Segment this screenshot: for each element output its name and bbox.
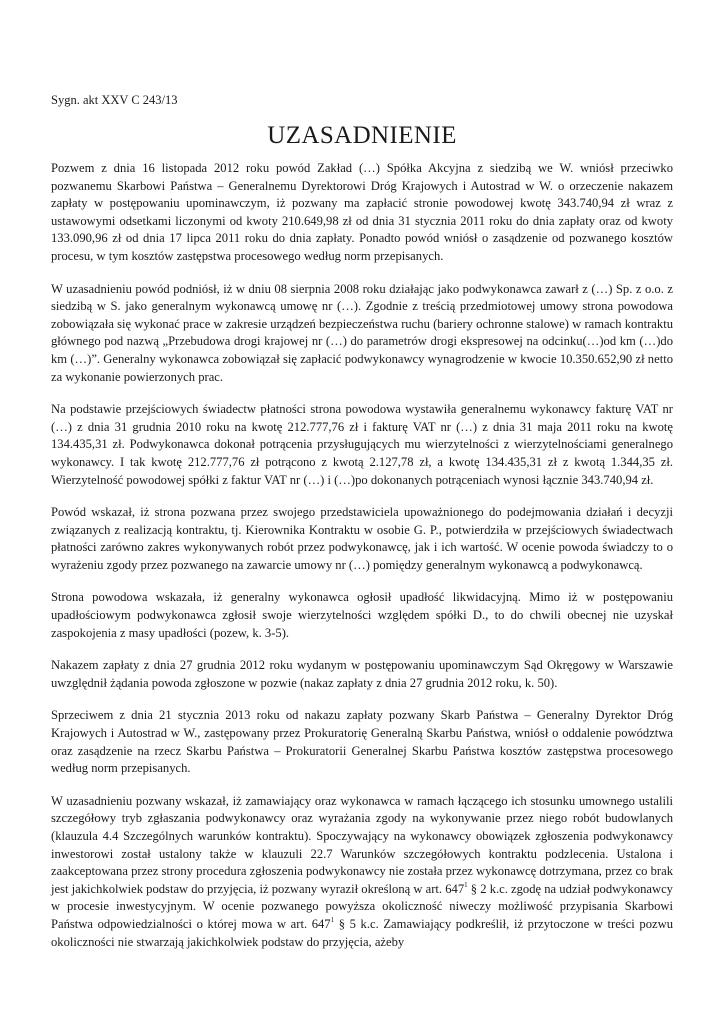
paragraph-5: Strona powodowa wskazała, iż generalny wykonawca ogłosił upadłość likwidacyjną. Mimo iż w postępowaniu upadłościowym podwykonawca zgłosił swoje wierzytelności względem spółki D., to do chwili obecnej nie uzyskał zaspokojenia z masy upadłości (pozew, k. 3-5). [51, 590, 673, 640]
paragraph-1: Pozwem z dnia 16 listopada 2012 roku powód Zakład (…) Spółka Akcyjna z siedzibą we W. wniósł przeciwko pozwanemu Skarbowi Państwa – Generalnemu Dyrektorowi Dróg Krajowych i Autostrad w W. o orzeczenie nakazem zapłaty w postępowaniu upominawczym, iż pozwany ma zapłacić stronie powodowej kwotę 343.740,94 zł wraz z ustawowymi odsetkami liczonymi od kwoty 210.649,98 zł od dnia 31 stycznia 2011 roku do dnia zapłaty oraz od kwoty 133.090,96 zł od dnia 17 lipca 2011 roku do dnia zapłaty. Ponadto powód wniósł o zasądzenie od pozwanego kosztów procesu, w tym kosztów zastępstwa procesowego według norm przepisanych. [51, 161, 673, 263]
paragraph-7: Sprzeciwem z dnia 21 stycznia 2013 roku od nakazu zapłaty pozwany Skarb Państwa – Generalny Dyrektor Dróg Krajowych i Autostrad w W., zastępowany przez Prokuratorię Generalną Skarbu Państwa, wniósł o oddalenie powództwa oraz zasądzenie na rzecz Skarbu Państwa – Prokuratorii Generalnej Skarbu Państwa kosztów zastępstwa procesowego według norm przepisanych. [51, 708, 673, 776]
document-title: UZASADNIENIE [267, 122, 457, 149]
paragraph-4: Powód wskazał, iż strona pozwana przez swojego przedstawiciela upoważnionego do podejmowania działań i decyzji związanych z realizacją kontraktu, tj. Kierownika Kontraktu w osobie G. P., potwierdziła w przejściowych świadectwach płatności zarówno zakres wykonywanych robót przez podwykonawcę, jak i ich wartość. W ocenie powoda świadczy to o wyrażeniu zgody przez pozwanego na zawarcie umowy nr (…) pomiędzy generalnym wykonawcą a podwykonawcą. [51, 505, 673, 572]
superscript-2: 1 [330, 915, 335, 924]
case-signature: Sygn. akt XXV C 243/13 [51, 93, 178, 107]
superscript-1: 1 [464, 880, 468, 889]
paragraph-3: Na podstawie przejściowych świadectw płatności strona powodowa wystawiła generalnemu wykonawcy fakturę VAT nr (…) z dnia 31 grudnia 2010 roku na kwotę 212.777,76 zł i fakturę VAT nr (…) z dnia 31 maja 2011 roku na kwotę 134.435,31 zł. Podwykonawca dokonał potrącenia przysługujących mu wierzytelności z wierzytelnościami generalnego wykonawcy. I tak kwotę 212.777,76 zł potrącono z kwotą 2.127,78 zł, a kwotę 134.435,31 zł z kwotą 1.344,35 zł. Wierzytelność powodowej spółki z faktur VAT nr (…) i (…)po dokonanych potrąceniach wynosi łącznie 343.740,94 zł. [51, 402, 673, 487]
paragraph-8-part-2: § 2 k.c. zgodę na udział podwykonawcy w procesie inwestycyjnym. W ocenie pozwanego powyższa okoliczność niweczy możliwość przypisania Skarbowi Państwa odpowiedzialności o której mowa w art. 647 [51, 881, 673, 931]
paragraph-6: Nakazem zapłaty z dnia 27 grudnia 2012 roku wydanym w postępowaniu upominawczym Sąd Okręgowy w Warszawie uwzględnił żądania powoda zgłoszone w pozwie (nakaz zapłaty z dnia 27 grudnia 2012 roku, k. 50). [51, 658, 673, 690]
paragraph-8 [51, 793, 673, 951]
document-page [51, 92, 673, 951]
paragraph-8-part-1: W uzasadnieniu pozwany wskazał, iż zamawiający oraz wykonawca w ramach łączącego ich stosunku umownego ustalili szczegółowy tryb zgłaszania podwykonawcy oraz wyrażania zgody na wykonywanie przez niego robót budowlanych (klauzula 4.4 Szczególnych warunków kontraktu). Spoczywający na wykonawcy obowiązek zgłoszenia podwykonawcy inwestorowi został ustalony także w klauzuli 22.7 Warunków szczegółowych kontraktu podzlecenia. Ustalona i zaakceptowana przez strony procedura zgłoszenia podwykonawcy nie została przez wykonawcę dotrzymana, przez co brak jest jakichkolwiek podstaw do przyjęcia, iż pozwany wyraził określoną w art. 647 [51, 793, 673, 896]
paragraph-8-part-3: § 5 k.c. Zamawiający podkreślił, iż przytoczone w treści pozwu okoliczności nie stwarzają jakichkolwiek podstaw do przyjęcia, ażeby [51, 916, 673, 949]
paragraph-2: W uzasadnieniu powód podniósł, iż w dniu 08 sierpnia 2008 roku działając jako podwykonawca zawarł z (…) Sp. z o.o. z siedzibą w S. jako generalnym wykonawcą umowę nr (…). Zgodnie z treścią przedmiotowej umowy strona powodowa zobowiązała się wykonać prace w zakresie urządzeń bezpieczeństwa ruchu (bariery ochronne stalowe) w ramach kontraktu głównego pod nazwą „Przebudowa drogi krajowej nr (…) do parametrów drogi ekspresowej na odcinku(…)od km (…)do km (…)”. Generalny wykonawca zobowiązał się zapłacić podwykonawcy wynagrodzenie w kwocie 10.350.652,90 zł netto za wykonanie powierzonych prac. [51, 281, 673, 384]
